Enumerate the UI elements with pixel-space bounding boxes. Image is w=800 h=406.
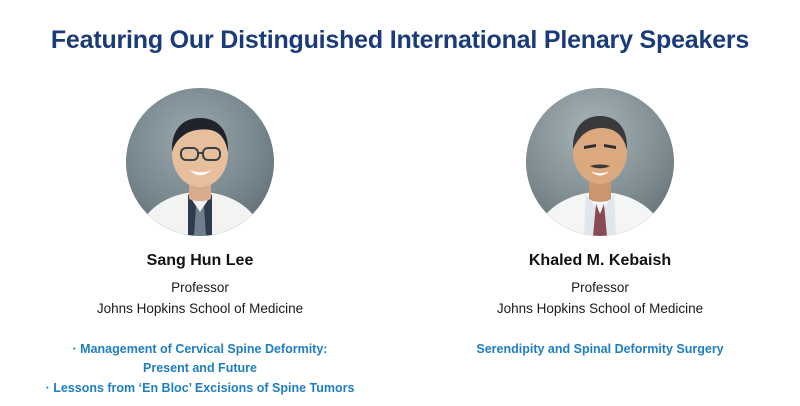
- portrait-khaled-m-kebaish-image: [526, 88, 674, 236]
- speaker-affiliation: Johns Hopkins School of Medicine: [496, 301, 704, 316]
- speaker-list: [0, 88, 800, 398]
- avatar: [126, 88, 274, 236]
- speaker-topics: [35, 340, 365, 398]
- speaker-card: [400, 88, 800, 398]
- topic-line: · Management of Cervical Spine Deformity:: [72, 342, 328, 356]
- topic-line: · Lessons from ‘En Bloc’ Excisions of Spine Tumors: [45, 380, 355, 395]
- speaker-topics: [435, 340, 765, 359]
- speaker-title: Professor: [171, 280, 229, 295]
- speaker-title: Professor: [571, 280, 629, 295]
- speaker-name: Khaled M. Kebaish: [528, 252, 672, 269]
- speaker-affiliation: Johns Hopkins School of Medicine: [96, 301, 304, 316]
- topic-line: Present and Future: [143, 361, 257, 376]
- portrait-sang-hun-lee-image: [126, 88, 274, 236]
- speaker-name: Sang Hun Lee: [146, 252, 254, 269]
- topic-line: Serendipity and Spinal Deformity Surgery: [476, 342, 724, 356]
- avatar: [526, 88, 674, 236]
- page-title: Featuring Our Distinguished International Plenary Speakers: [50, 26, 750, 54]
- speaker-card: [0, 88, 400, 398]
